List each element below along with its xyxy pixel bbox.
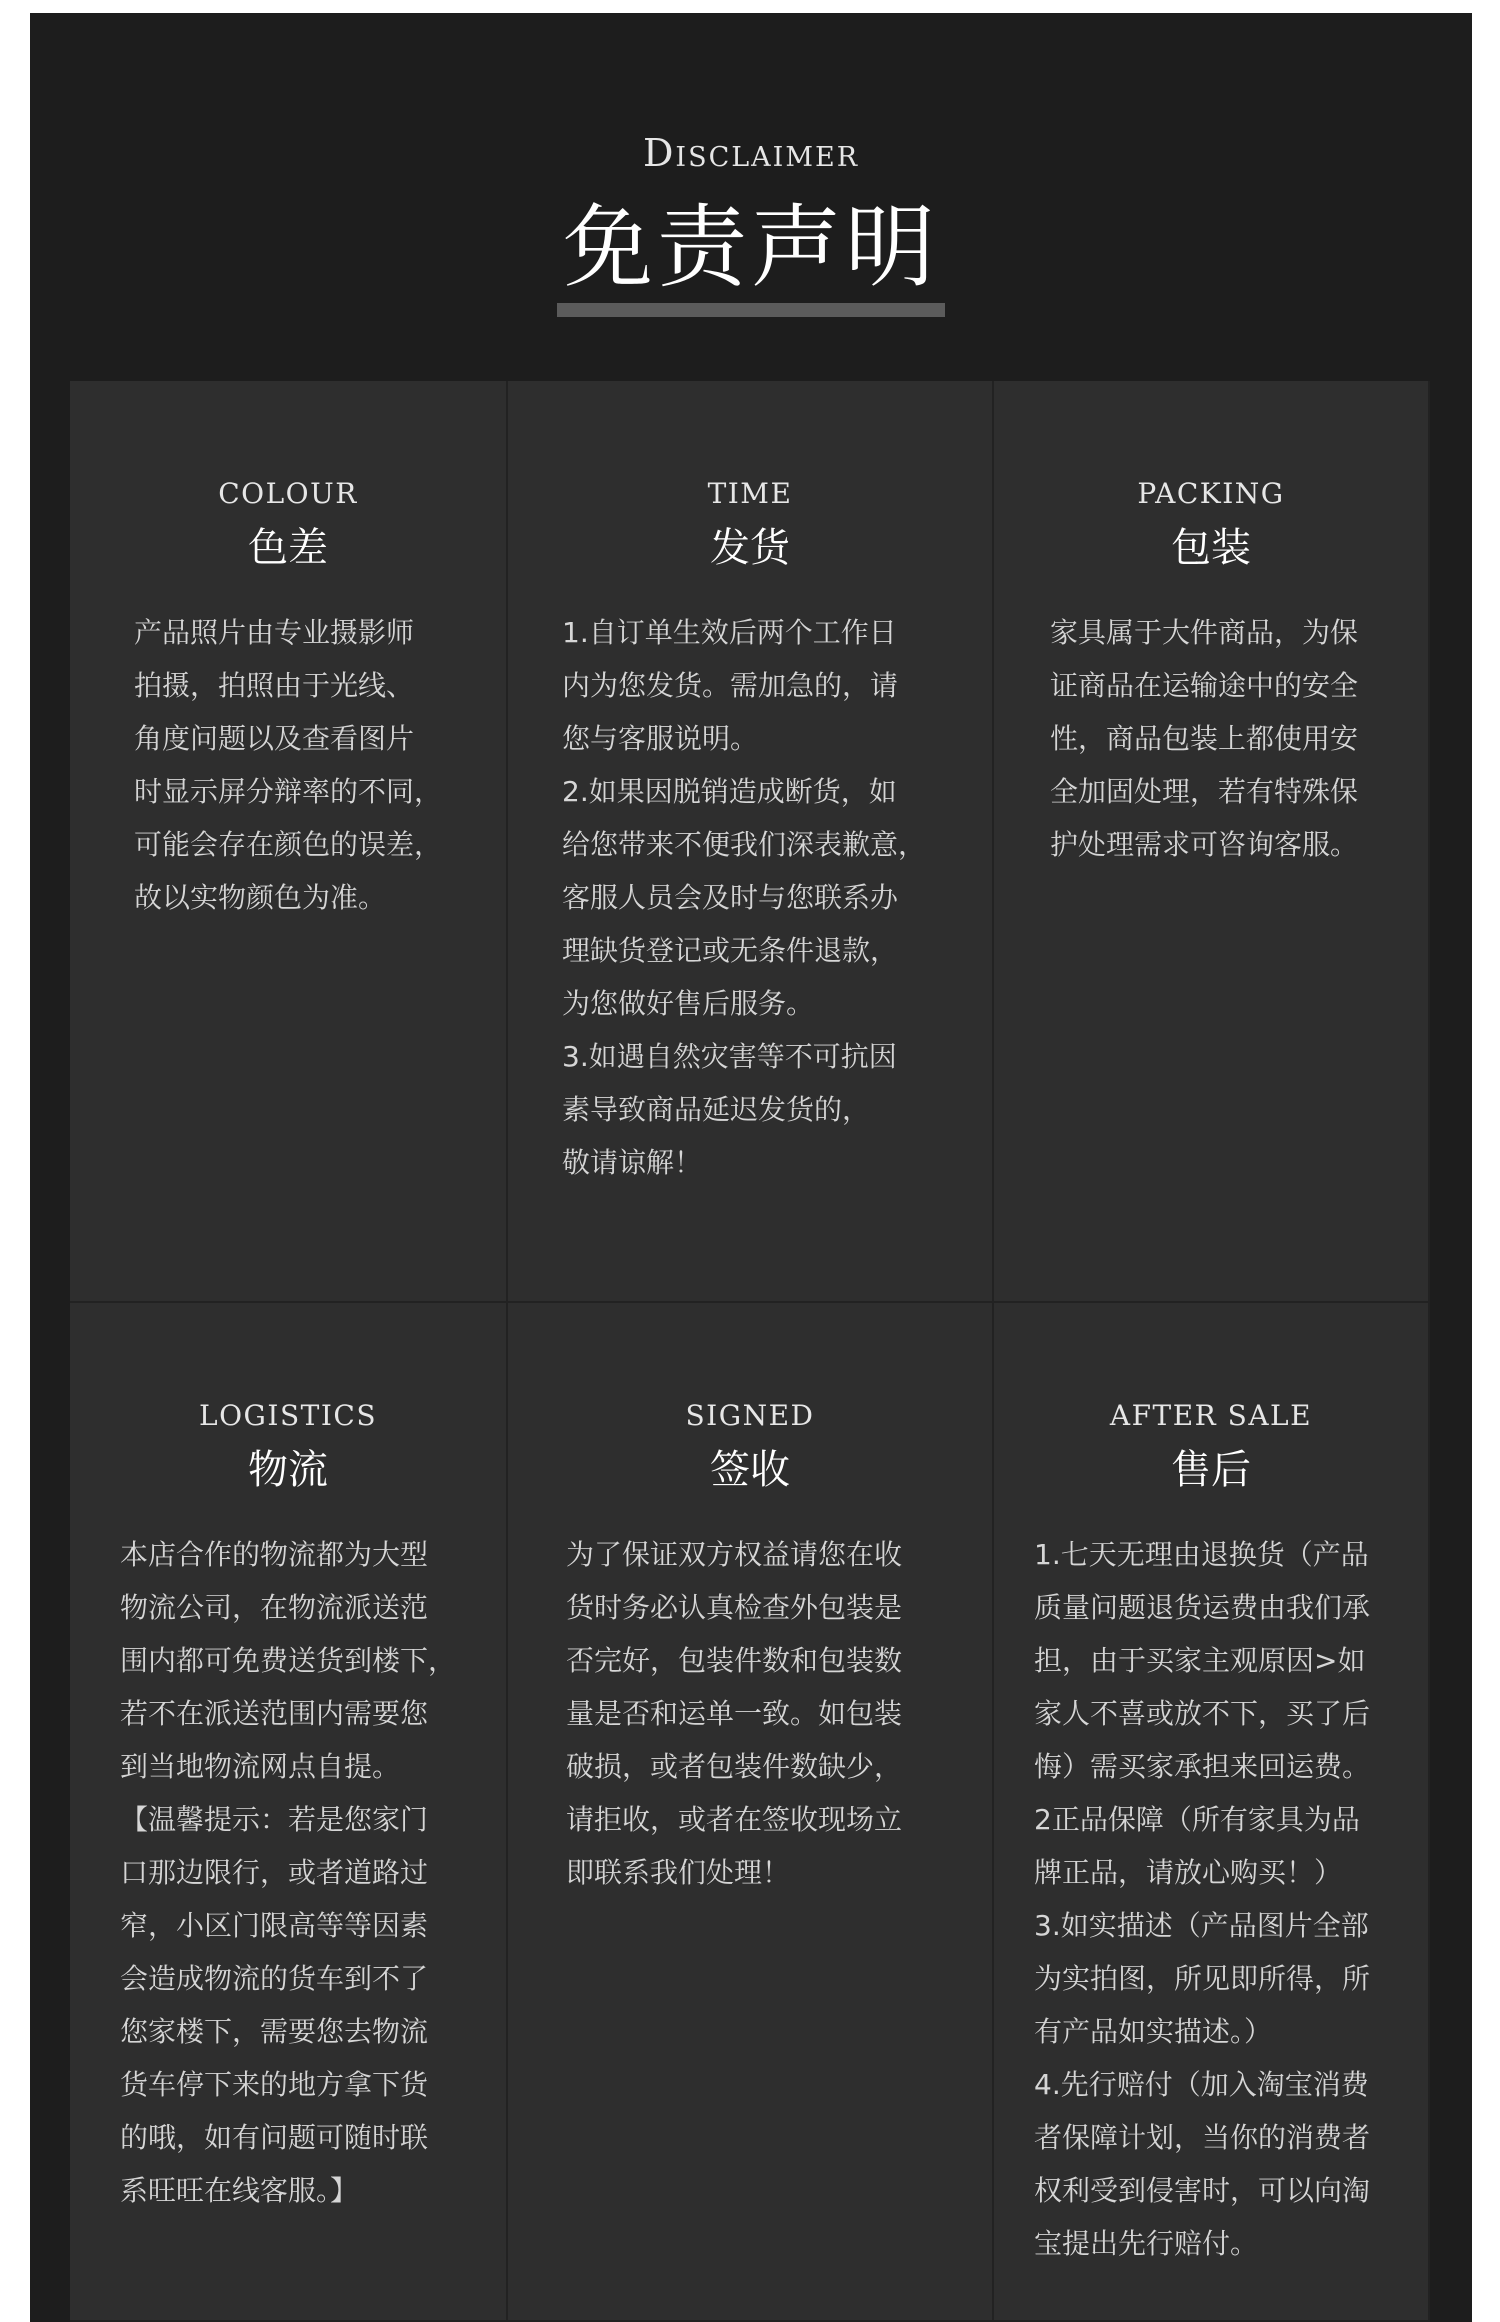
section-body: 1.七天无理由退换货（产品 质量问题退货运费由我们承 担，由于买家主观原因>如 家人不喜或放不下，买了后 悔）需买家承担来回运费。 2正品保障（所有家具为品 牌正品，请放心购买！） 3.如实描述（产品图片全部 为实拍图，所见即所得，所 有产品如实描述。） 4.先行赔付（加入淘宝消费 者保障计划，当你的消费者 权利受到侵害时，可以向淘 宝提出先行赔付。 bbox=[1034, 1538, 1371, 2260]
section-packing bbox=[994, 381, 1430, 1303]
section-title-en: AFTER SALE bbox=[1109, 1399, 1313, 1432]
disclaimer-header bbox=[30, 13, 1472, 381]
section-signed bbox=[508, 1303, 994, 2322]
section-title-cn: 发货 bbox=[710, 525, 790, 571]
header-title-en: Disclaimer bbox=[642, 131, 860, 175]
section-logistics bbox=[70, 1303, 508, 2322]
section-colour bbox=[70, 381, 508, 1303]
section-title-en: LOGISTICS bbox=[199, 1399, 377, 1432]
section-title-cn: 物流 bbox=[248, 1447, 328, 1493]
section-title-en: SIGNED bbox=[685, 1399, 815, 1432]
disclaimer-grid bbox=[70, 381, 1430, 2322]
section-title-cn: 签收 bbox=[710, 1447, 790, 1493]
section-title-cn: 包装 bbox=[1171, 525, 1251, 571]
section-time bbox=[508, 381, 994, 1303]
section-body: 1.自订单生效后两个工作日 内为您发货。需加急的，请 您与客服说明。 2.如果因脱销造成断货，如 给您带来不便我们深表歉意， 客服人员会及时与您联系办 理缺货登记或无条件退款， 为您做好售后服务。 3.如遇自然灾害等不可抗因 素导致商品延迟发货的， 敬请谅解！ bbox=[562, 616, 927, 1179]
section-body: 本店合作的物流都为大型 物流公司，在物流派送范 围内都可免费送货到楼下， 若不在派送范围内需要您 到当地物流网点自提。 【温馨提示：若是您家门 口那边限行，或者道路过 窄，小区门限高等等因素 会造成物流的货车到不了 您家楼下，需要您去物流 货车停下来的地方拿下货 的哦，如有问题可随时联 系旺旺在线客服。】 bbox=[120, 1538, 457, 2207]
section-title-en: PACKING bbox=[1137, 477, 1285, 510]
section-body: 为了保证双方权益请您在收 货时务必认真检查外包装是 否完好，包装件数和包装数 量是否和运单一致。如包装 破损，或者包装件数缺少， 请拒收，或者在签收现场立 即联系我们处理！ bbox=[566, 1538, 903, 1889]
header-title-wrap bbox=[30, 193, 1472, 317]
section-title-en: TIME bbox=[707, 477, 793, 510]
section-title-en: COLOUR bbox=[218, 477, 358, 510]
section-title-cn: 售后 bbox=[1171, 1447, 1251, 1493]
section-body: 产品照片由专业摄影师 拍摄，拍照由于光线、 角度问题以及查看图片 时显示屏分辩率的不同， 可能会存在颜色的误差， 故以实物颜色为准。 bbox=[134, 616, 443, 914]
disclaimer-panel bbox=[30, 13, 1472, 2322]
header-title-cn: 免责声明 bbox=[557, 193, 945, 317]
section-after-sale bbox=[994, 1303, 1430, 2322]
section-body: 家具属于大件商品，为保 证商品在运输途中的安全 性，商品包装上都使用安 全加固处理，若有特殊保 护处理需求可咨询客服。 bbox=[1050, 616, 1359, 861]
section-title-cn: 色差 bbox=[248, 525, 328, 571]
